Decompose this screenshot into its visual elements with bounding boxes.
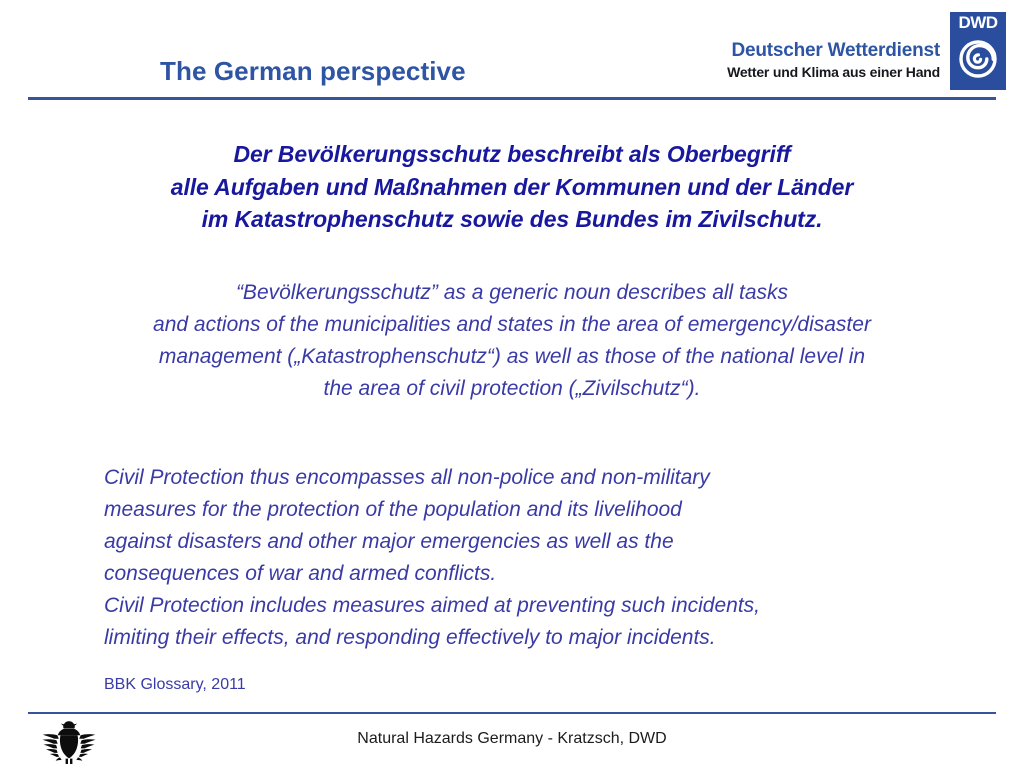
english-translation-line: and actions of the municipalities and states in the area of emergency/disaster xyxy=(153,312,871,336)
german-definition-line: alle Aufgaben und Maßnahmen der Kommunen und der Länder xyxy=(170,173,854,200)
brand-organisation-name: Deutscher Wetterdienst xyxy=(731,40,940,61)
civil-protection-line: against disasters and other major emergencies as well as the xyxy=(104,529,674,553)
english-translation-line: the area of civil protection („Zivilschutz“). xyxy=(323,376,701,400)
civil-protection-line: Civil Protection includes measures aimed at preventing such incidents, xyxy=(104,593,760,617)
page-title: The German perspective xyxy=(160,56,466,86)
german-definition-block xyxy=(72,138,952,236)
civil-protection-line: Civil Protection thus encompasses all non-police and non-military xyxy=(104,466,710,489)
civil-protection-block xyxy=(104,462,964,653)
source-citation: BBK Glossary, 2011 xyxy=(104,676,246,693)
header-divider xyxy=(28,97,996,100)
brand-wordmark xyxy=(727,12,940,81)
dwd-spiral-icon xyxy=(956,34,1000,84)
english-translation-block xyxy=(62,277,962,405)
footer-divider xyxy=(28,712,996,714)
civil-protection-line: consequences of war and armed conflicts. xyxy=(104,561,497,585)
german-definition-line: Der Bevölkerungsschutz beschreibt als Oberbegriff xyxy=(233,141,791,167)
dwd-branding xyxy=(727,12,1006,90)
dwd-logo-mark xyxy=(950,12,1006,90)
footer-caption: Natural Hazards Germany - Kratzsch, DWD xyxy=(357,730,667,747)
civil-protection-line: limiting their effects, and responding effectively to major incidents. xyxy=(104,625,716,649)
brand-tagline: Wetter und Klima aus einer Hand xyxy=(727,63,940,80)
german-definition-line: im Katastrophenschutz sowie des Bundes im Zivilschutz. xyxy=(201,206,823,233)
english-translation-line: “Bevölkerungsschutz” as a generic noun describes all tasks xyxy=(235,281,789,304)
civil-protection-line: measures for the protection of the population and its livelihood xyxy=(104,497,682,521)
english-translation-line: management („Katastrophenschutz“) as well as those of the national level in xyxy=(158,344,866,368)
dwd-logo-text: DWD xyxy=(958,13,998,32)
